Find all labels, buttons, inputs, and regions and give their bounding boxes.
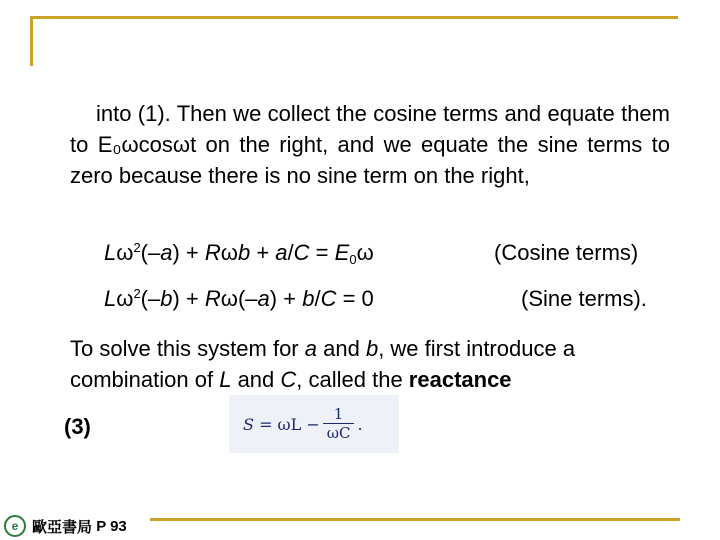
publisher-name: 歐亞書局 [32,518,93,536]
publisher-logo-icon: e [4,515,26,537]
page-number: P 93 [96,517,127,535]
reactance-paragraph: To solve this system for a and b, we first introduce a combination of L and C, called the reactance [70,336,576,392]
cosine-terms-label: (Cosine terms) [494,240,639,265]
slide-frame-top [30,16,678,19]
footer [4,515,127,537]
sine-equation: $L\omega^2(-b) + R\omega(-a) + b/C = 0$ [104,286,374,311]
formula-fraction: $\frac{1}{\omega C}$ [323,405,355,443]
reactance-formula: S = ωL − $\frac{1}{\omega C}$ . [243,405,363,442]
slide-frame-bottom [150,518,680,521]
reactance-term: reactance [408,367,512,392]
cosine-equation: $L\omega^2(-a) + R\omega b + a/C = E_0\omega$ [104,240,374,267]
sine-terms-label: (Sine terms). [521,286,647,311]
intro-text: into (1). Then we collect the cosine terms and equate them to E₀ωcosωt on the right, and we equate the sine terms to zero because there is no sine term on the right, [70,101,670,188]
equation-number: (3) [64,414,91,439]
intro-paragraph [70,98,670,191]
reactance-formula-image [229,395,399,453]
slide-frame-left [30,16,33,66]
